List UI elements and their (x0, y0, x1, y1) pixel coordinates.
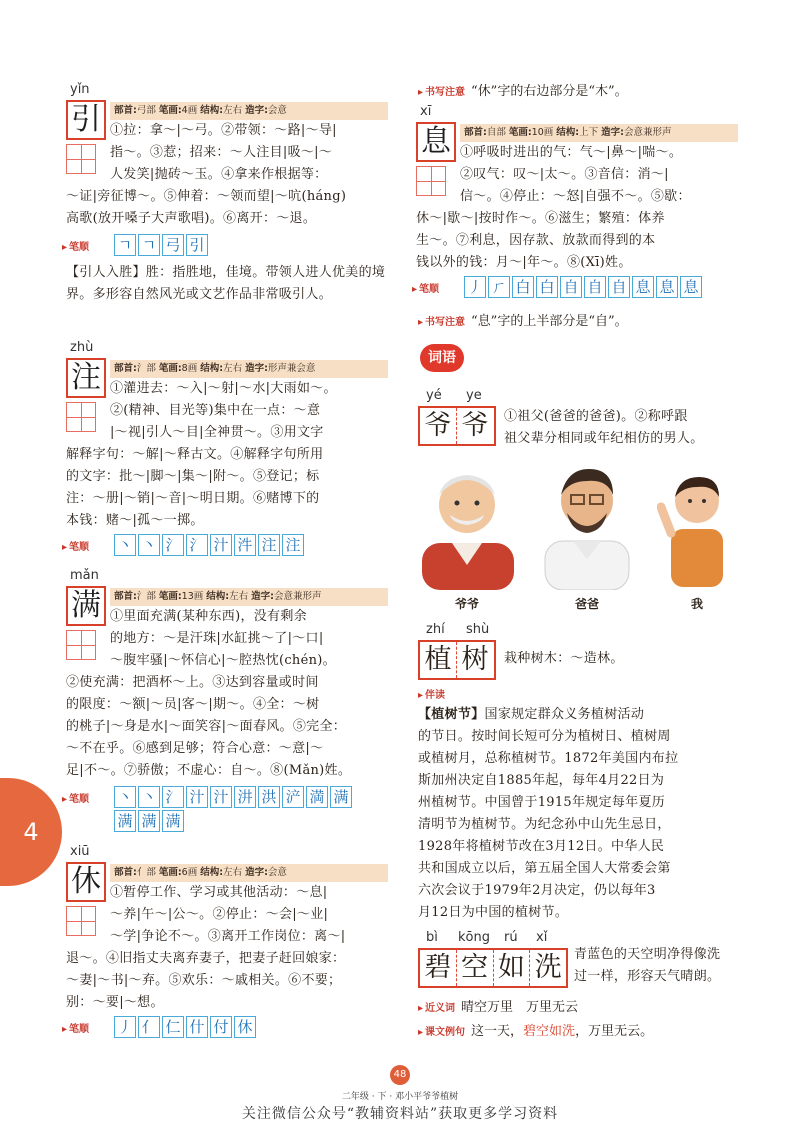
figure-label: 爸爸 (574, 597, 599, 611)
definition-line: ①里面充满(某种东西)，没有剩余 (110, 609, 307, 624)
bandu-line: 斯加州决定自1885年起，每年4月22日为 (418, 773, 665, 788)
definition-line: 祖父辈分相同或年纪相仿的男人。 (504, 431, 704, 446)
stroke-step: 息 (632, 276, 654, 298)
stroke-step: 仁 (162, 1016, 184, 1038)
example-sentence: ▸ 课文例句 这一天，碧空如洗，万里无云。 (418, 1020, 653, 1039)
stroke-label: ▸ 笔顺 (62, 238, 114, 253)
definition-line: ～腹牢骚|～怀信心|～腔热忱(chén)。 (110, 653, 336, 668)
stroke-step: 满 (330, 786, 352, 808)
definition-line: ①拉：拿～|～弓。②带领：～路|～导| (110, 123, 337, 138)
stroke-step: 付 (210, 1016, 232, 1038)
definition-line: ～证|旁征博～。⑤伸着：～领而望|～吭(háng) (66, 189, 347, 204)
stroke-step: ㄱ (114, 234, 136, 256)
definition-line: 的文字：批～|脚～|集～|附～。⑤登记；标 (66, 469, 320, 484)
stroke-step: 汁 (186, 786, 208, 808)
practice-grid (66, 906, 96, 936)
definition-line: ①呼吸时进出的气：气～|鼻～|喘～。 (460, 145, 683, 160)
definition-line: ～养|午～|公～。②停止：～会|～业| (110, 907, 329, 922)
pinyin: zhù (70, 340, 94, 355)
word-bikongruxi: 碧 空 如 洗 (418, 948, 568, 988)
synonyms: ▸ 近义词 晴空万里 万里无云 (418, 996, 578, 1015)
stroke-step: 汼 (234, 534, 256, 556)
definition-line: 本钱：赌～|孤～一掷。 (66, 513, 204, 528)
definition-line: 青蓝色的天空明净得像洗 (574, 947, 721, 962)
stroke-step: 满 (114, 810, 136, 832)
stroke-step: 注 (282, 534, 304, 556)
stroke-step: 洪 (258, 786, 280, 808)
pinyin: shù (466, 622, 490, 637)
stroke-step: 丶 (138, 786, 160, 808)
definition-line: 人发笑|抛砖～玉。④拿来作根据等： (110, 167, 328, 182)
stroke-step: 弓 (162, 234, 184, 256)
headword: 休 (66, 862, 106, 902)
char-meta: 部首:自部 笔画:10画 结构:上下 造字:会意兼形声 (460, 124, 738, 142)
definition-line: 钱以外的钱：月～|年～。⑧(Xī)姓。 (416, 255, 632, 270)
stroke-step: 汁 (210, 534, 232, 556)
definition-line: ②使充满：把酒杯～上。③达到容量或时间 (66, 675, 319, 690)
stroke-step: 什 (186, 1016, 208, 1038)
bandu-line: 月12日为中国的植树节。 (418, 905, 569, 920)
practice-grid (66, 630, 96, 660)
footer-book-info: 二年级 · 下 · 邓小平爷爷植树 (341, 1092, 459, 1102)
stroke-order (412, 276, 704, 298)
stroke-step: 白 (536, 276, 558, 298)
section-label-bandu: ▸ 伴读 (418, 686, 451, 702)
definition-line: 注：～册|～销|～音|～明日期。⑥赌博下的 (66, 491, 320, 506)
definition-line: ①祖父(爸爸的爸爸)。②称呼跟 (504, 409, 688, 424)
stroke-order-cont (114, 810, 186, 832)
stroke-step: 氵 (186, 534, 208, 556)
definition-line: ～妻|～书|～弃。⑤欢乐：～戚相关。⑥不要； (66, 973, 342, 988)
grandpa-figure (412, 455, 522, 590)
stroke-step: 汫 (234, 786, 256, 808)
bandu-line: 州植树节。中国曾于1915年规定每年夏历 (418, 795, 666, 810)
pinyin: mǎn (70, 568, 99, 583)
pinyin: rú (504, 930, 518, 945)
headword: 满 (66, 586, 106, 626)
definition-line: ①灌进去：～入|～射|～水|大雨如～。 (110, 381, 337, 396)
definition-line: 别：～要|～想。 (66, 995, 164, 1010)
stroke-step: 汁 (210, 786, 232, 808)
stroke-step: 自 (608, 276, 630, 298)
stroke-step: 白 (512, 276, 534, 298)
stroke-label: ▸ 笔顺 (412, 280, 464, 295)
writing-note-xi: ▸ 书写注意 “息”字的上半部分是“自”。 (418, 310, 628, 329)
stroke-label: ▸ 笔顺 (62, 538, 114, 553)
pinyin: yé (426, 388, 442, 403)
page-number: 48 (390, 1065, 410, 1085)
stroke-step: 丶 (114, 534, 136, 556)
pinyin: xiū (70, 844, 90, 859)
char-meta: 部首:亻部 笔画:6画 结构:左右 造字:会意 (110, 864, 388, 882)
stroke-order (62, 534, 306, 556)
chapter-tab: 4 (0, 778, 62, 886)
pinyin: xǐ (536, 930, 548, 945)
definition-line: ～学|争论不～。③离开工作岗位：离～| (110, 929, 346, 944)
bandu-line: 六次会议于1979年2月决定，仍以每年3 (418, 883, 656, 898)
definition-line: 过一样，形容天气晴朗。 (574, 969, 721, 984)
stroke-step: ㄱ (138, 234, 160, 256)
pinyin: yǐn (70, 82, 90, 97)
definition-line: 的限度：～额|～员|客～|期～。④全：～树 (66, 697, 320, 712)
char-meta: 部首:氵部 笔画:13画 结构:左右 造字:会意兼形声 (110, 588, 388, 606)
stroke-step: 息 (680, 276, 702, 298)
dad-figure (537, 455, 637, 590)
bandu-line: 或植树月，总称植树节。1872年美国内布拉 (418, 751, 679, 766)
definition-line: 高歌(放开嗓子大声歌唱)。⑥离开：～退。 (66, 211, 317, 226)
figure-label: 我 (690, 597, 703, 611)
child-figure (657, 467, 737, 590)
definition-line: |～视|引人～目|全神贯～。③用文字 (110, 425, 324, 440)
stroke-step: 丶 (138, 534, 160, 556)
word-zhishu: 植 树 (418, 640, 496, 680)
definition-line: 的桃子|～身是水|～面笑容|～面春风。⑤完全： (66, 719, 347, 734)
section-badge-ciyu: 词语 (420, 344, 464, 372)
definition-line: ②(精神、目光等)集中在一点：～意 (110, 403, 321, 418)
stroke-order (62, 1016, 258, 1038)
bandu-title-line: 【植树节】国家规定群众义务植树活动 (418, 707, 645, 722)
stroke-step: 氵 (162, 534, 184, 556)
definition-line: ①暂停工作、学习或其他活动：～息| (110, 885, 328, 900)
definition-line: 退～。④旧指丈夫离弃妻子，把妻子赶回娘家： (66, 951, 346, 966)
bandu-line: 共和国成立以后，第五届全国人大常委会第 (418, 861, 671, 876)
bandu-line: 清明节为植树节。为纪念孙中山先生忌日， (418, 817, 671, 832)
stroke-step: 丶 (114, 786, 136, 808)
stroke-order (62, 234, 210, 256)
stroke-step: ㄏ (488, 276, 510, 298)
bandu-line: 的节日。按时间长短可分为植树日、植树周 (418, 729, 671, 744)
stroke-step: 氵 (162, 786, 184, 808)
definition-line: 足|不～。⑦骄傲；不虚心：自～。⑧(Mǎn)姓。 (66, 763, 352, 778)
pinyin: zhí (426, 622, 445, 637)
definition-line: ②叹气：叹～|太～。③音信：消～| (460, 167, 669, 182)
family-illustration (412, 455, 742, 615)
stroke-label: ▸ 笔顺 (62, 1020, 114, 1035)
stroke-step: 丿 (114, 1016, 136, 1038)
pinyin: kōng (458, 930, 490, 945)
stroke-step: 满 (162, 810, 184, 832)
word-yeye: 爷 爷 (418, 406, 496, 446)
definition-line: 指～。③惹；招来：～人注目|吸～|～ (110, 145, 333, 160)
char-meta: 部首:弓部 笔画:4画 结构:左右 造字:会意 (110, 102, 388, 120)
stroke-step: 浐 (282, 786, 304, 808)
stroke-step: 息 (656, 276, 678, 298)
stroke-step: 满 (138, 810, 160, 832)
stroke-step: 引 (186, 234, 208, 256)
stroke-step: 丿 (464, 276, 486, 298)
definition-line: 信～。④停止：～怒|自强不～。⑤歇： (460, 189, 691, 204)
definition-line: ～不在乎。⑥感到足够；符合心意：～意|～ (66, 741, 324, 756)
pinyin: ye (466, 388, 482, 403)
stroke-step: 自 (584, 276, 606, 298)
practice-grid (66, 144, 96, 174)
stroke-order (62, 786, 354, 808)
definition-line: 休～|歇～|按时作～。⑥滋生；繁殖：体养 (416, 211, 665, 226)
definition-line: 解释字句：～解|～释古文。④解释字句所用 (66, 447, 324, 462)
writing-note-xiu: ▸ 书写注意 “休”字的右边部分是“木”。 (418, 80, 628, 99)
stroke-step: 満 (306, 786, 328, 808)
definition: 栽种树木：～造林。 (504, 651, 624, 666)
char-meta: 部首:氵部 笔画:8画 结构:左右 造字:形声兼会意 (110, 360, 388, 378)
stroke-step: 休 (234, 1016, 256, 1038)
figure-label: 爷爷 (454, 597, 479, 611)
definition-line: 生～。⑦利息，因存款、放款而得到的本 (416, 233, 656, 248)
headword: 注 (66, 358, 106, 398)
stroke-step: 自 (560, 276, 582, 298)
headword: 息 (416, 122, 456, 162)
practice-grid (66, 402, 96, 432)
pinyin: xī (420, 104, 432, 119)
definition-line: 的地方：～是汗珠|水缸挑～了|～口| (110, 631, 324, 646)
bandu-line: 1928年将植树节改在3月12日。中华人民 (418, 839, 665, 854)
stroke-step: 亻 (138, 1016, 160, 1038)
pinyin: bì (426, 930, 438, 945)
headword: 引 (66, 100, 106, 140)
practice-grid (416, 166, 446, 196)
stroke-label: ▸ 笔顺 (62, 790, 114, 805)
stroke-step: 注 (258, 534, 280, 556)
footer-promo: 关注微信公众号“教辅资料站”获取更多学习资料 (241, 1106, 559, 1122)
idiom-yinrenrusheng: 【引人入胜】胜：指胜地，佳境。带领人进人优美的境界。多形容自然风光或文艺作品非常吸引人。 (66, 265, 386, 302)
